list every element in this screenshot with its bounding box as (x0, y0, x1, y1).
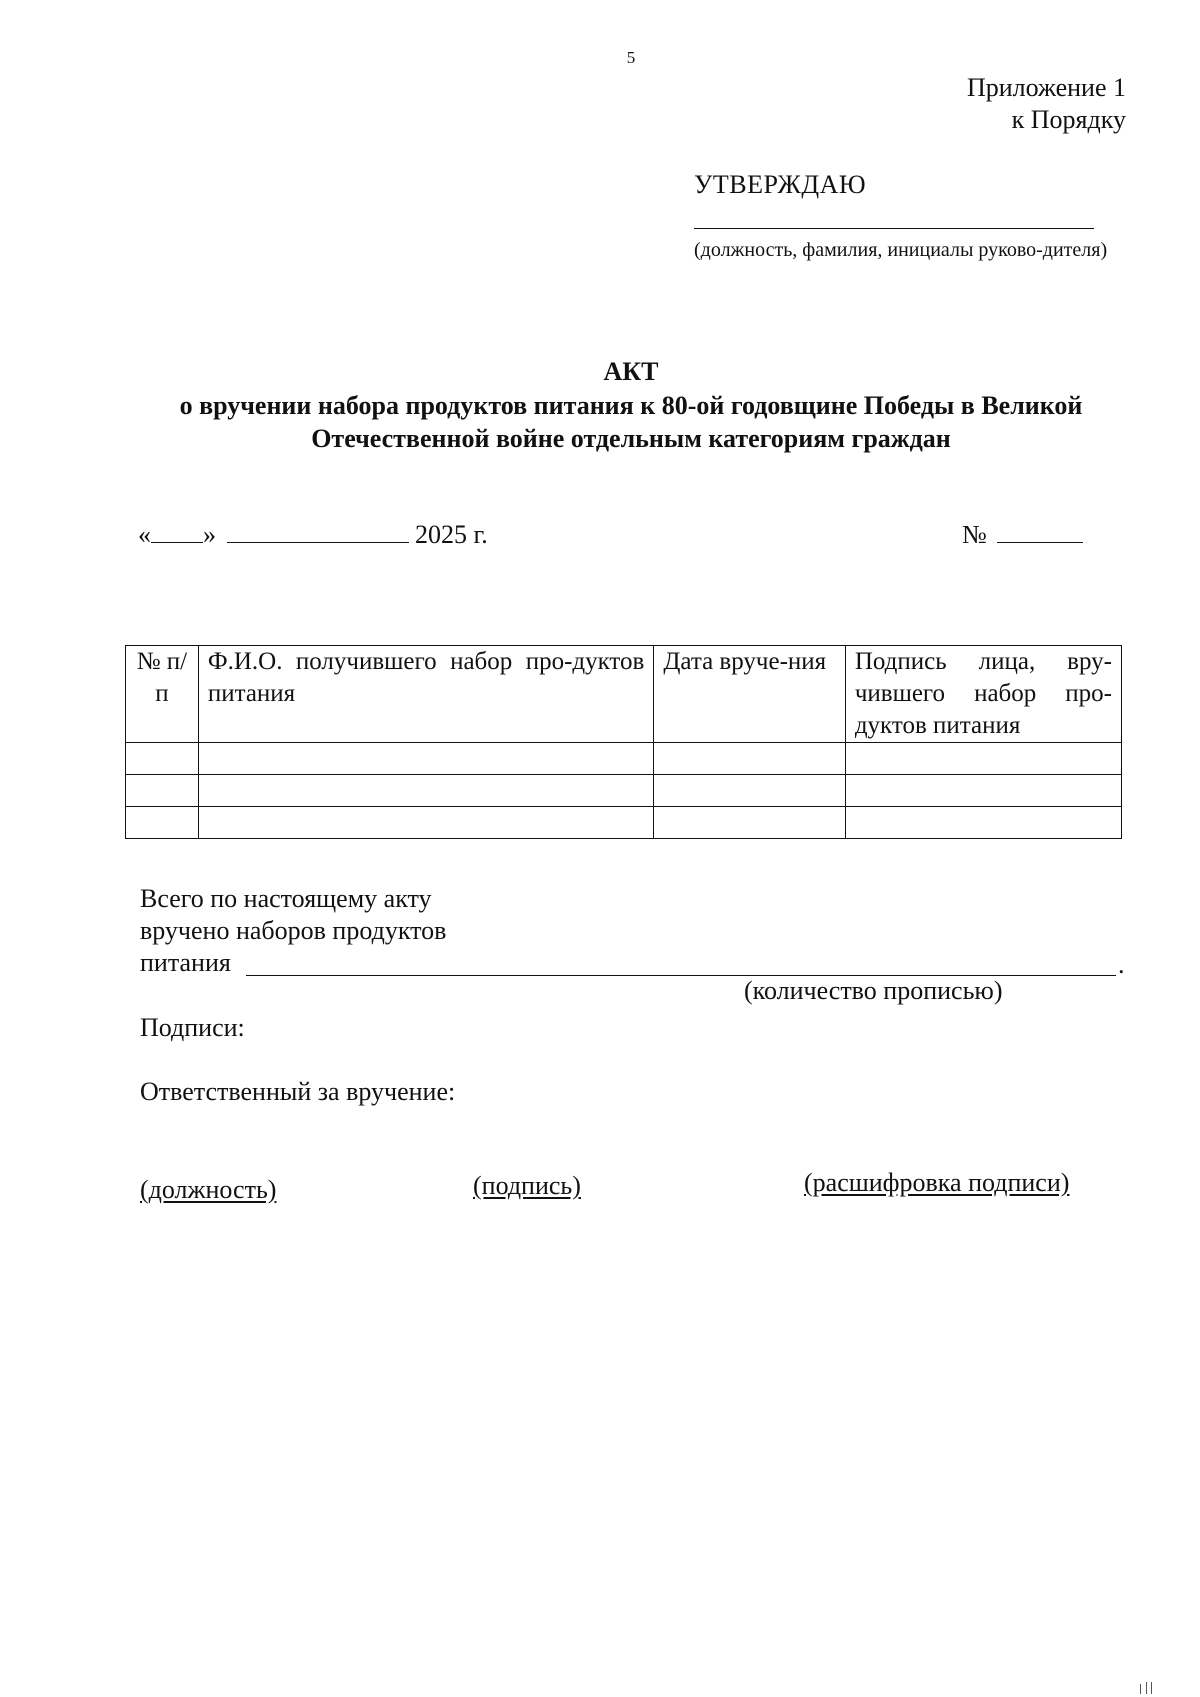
scan-speck (1146, 1682, 1147, 1694)
total-line-2: вручено наборов продуктов (140, 916, 447, 945)
table-cell (126, 775, 199, 807)
header-full-name: Ф.И.О. получившего набор про-дуктов питания (198, 646, 654, 743)
table-cell (126, 743, 199, 775)
table-cell (126, 807, 199, 839)
table-row (126, 807, 1122, 839)
date-field (138, 520, 488, 550)
appendix-note (967, 72, 1126, 136)
number-sign: № (962, 520, 987, 549)
approval-signature-line (694, 228, 1094, 229)
number-blank (997, 522, 1083, 543)
signature-decode-caption: (расшифровка подписи) (804, 1168, 1070, 1197)
table-row (126, 743, 1122, 775)
table-cell (654, 743, 845, 775)
act-subtitle: о вручении набора продуктов питания к 80-ой годовщине Победы в Великой Отечественной войне отдельным категориям граждан (179, 391, 1083, 453)
table-cell (198, 743, 654, 775)
responsible-label: Ответственный за вручение: (140, 1077, 456, 1106)
act-number-field (962, 520, 1083, 550)
month-blank (227, 522, 409, 543)
scan-speck (1140, 1684, 1141, 1694)
signature-caption: (подпись) (473, 1171, 581, 1200)
table-header-row (126, 646, 1122, 743)
table-cell (845, 743, 1121, 775)
table-cell (198, 775, 654, 807)
header-delivery-date: Дата вруче-ния (654, 646, 845, 743)
total-line-1: Всего по настоящему акту (140, 884, 432, 913)
date-year: 2025 г. (415, 520, 488, 549)
table-cell (845, 807, 1121, 839)
table-cell (654, 807, 845, 839)
table-cell (198, 807, 654, 839)
scan-speck (1151, 1682, 1152, 1694)
date-close-quote: » (203, 520, 216, 549)
table-row (126, 775, 1122, 807)
day-blank (151, 522, 203, 543)
page-number: 5 (626, 48, 636, 67)
total-statement (140, 883, 446, 979)
approval-title: УТВЕРЖДАЮ (694, 170, 867, 199)
total-end-mark: . (1118, 950, 1125, 979)
signatures-label: Подписи: (140, 1013, 245, 1042)
recipients-table (125, 645, 1122, 839)
header-number: № п/п (126, 646, 199, 743)
date-open-quote: « (138, 520, 151, 549)
act-title: АКТ (603, 357, 659, 386)
total-line-3: питания (140, 948, 231, 977)
quantity-caption: (количество прописью) (744, 976, 1003, 1005)
approval-caption: (должность, фамилия, инициалы руково-дителя) (694, 239, 1108, 261)
table-cell (654, 775, 845, 807)
position-caption: (должность) (140, 1175, 277, 1204)
table-cell (845, 775, 1121, 807)
appendix-line-2: к Порядку (1011, 105, 1126, 134)
header-signature: Подпись лица, вру-чившего набор про-дуктов питания (845, 646, 1121, 743)
appendix-line-1: Приложение 1 (966, 73, 1126, 102)
